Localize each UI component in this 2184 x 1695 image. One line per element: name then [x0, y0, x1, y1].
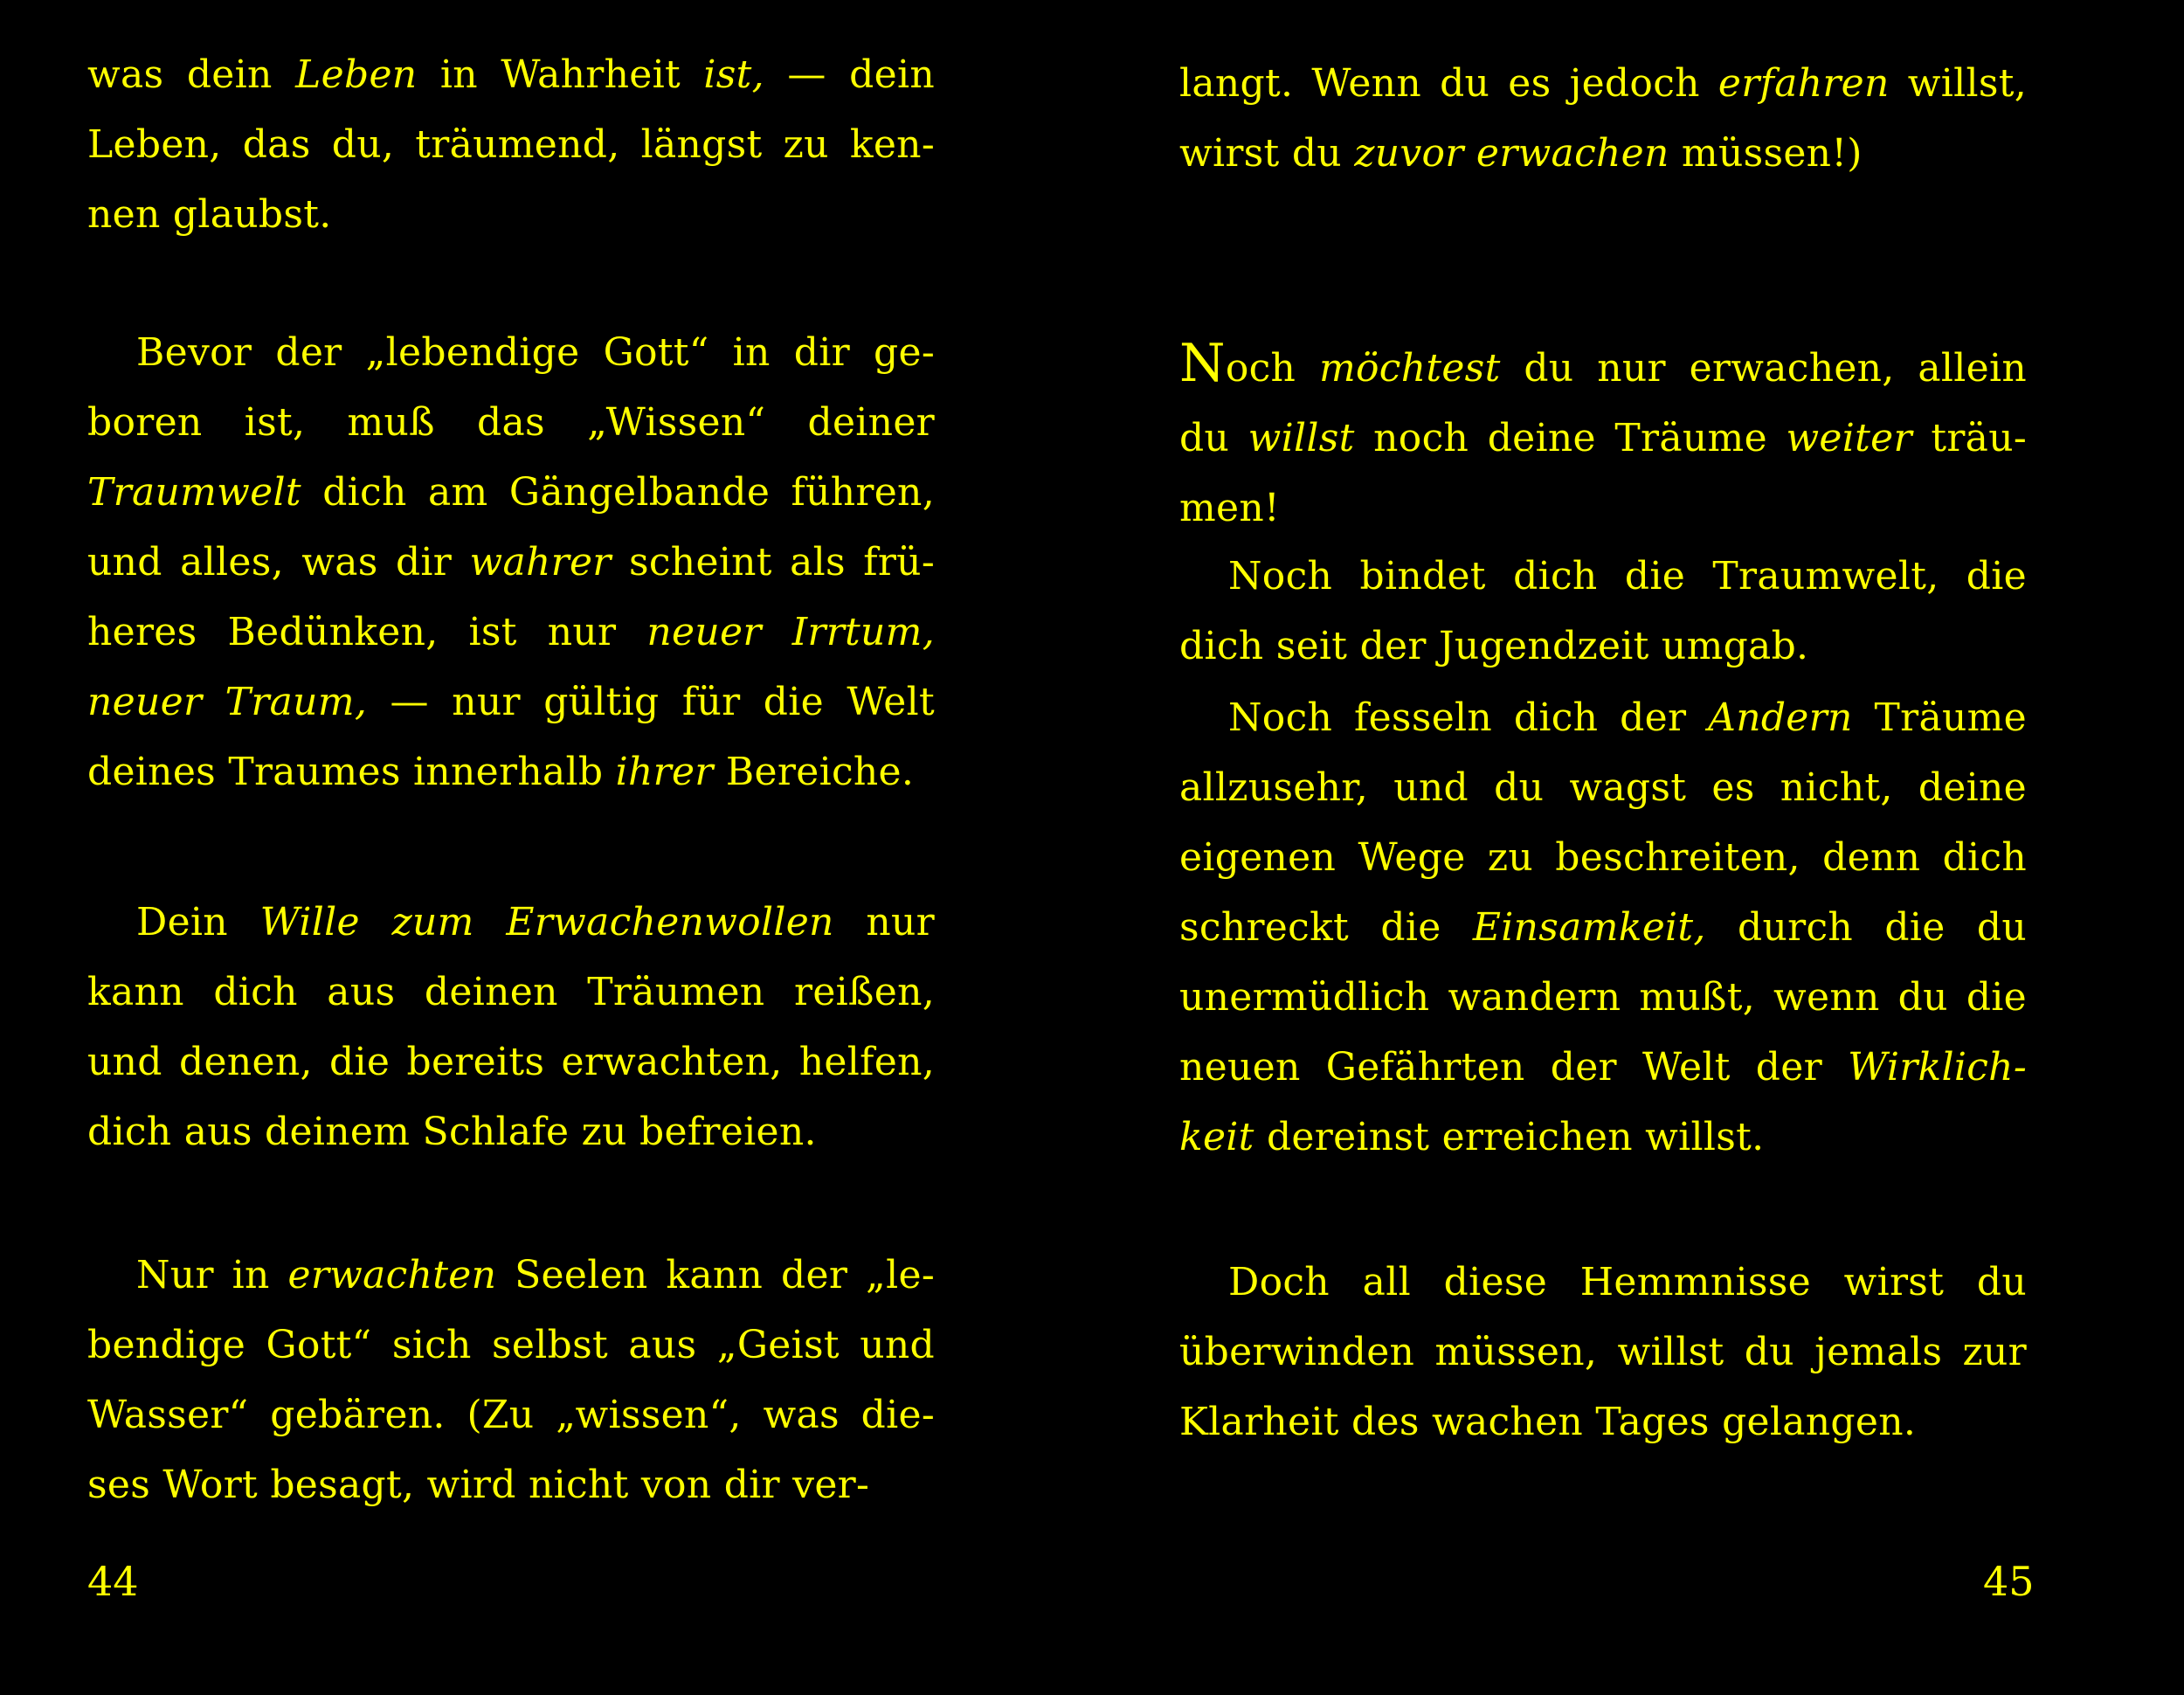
- text-run: schreckt die: [1179, 905, 1473, 950]
- text-line: [87, 318, 935, 388]
- text-run: Dein: [136, 900, 260, 944]
- text-line: [1179, 329, 2027, 404]
- italic-run: Traumwelt: [87, 470, 301, 515]
- italic-run: Wirklich-: [1848, 1045, 2027, 1090]
- text-run: Seelen kann der „le-: [496, 1253, 935, 1297]
- text-run: Leben, das du, träumend, längst zu ken-: [87, 122, 935, 167]
- text-line: [87, 1097, 935, 1167]
- text-run: was dein: [87, 52, 296, 97]
- text-line: [87, 110, 935, 180]
- italic-run: zuvor erwachen: [1354, 131, 1669, 176]
- paragraph: [1179, 683, 2027, 1173]
- text-line: [1179, 893, 2027, 963]
- paragraph: [1179, 329, 2027, 543]
- text-run: und alles, was dir: [87, 540, 470, 585]
- left-page: [87, 0, 952, 1695]
- text-line: [1179, 1318, 2027, 1387]
- text-run: müssen!): [1669, 131, 1863, 176]
- text-run: du: [1179, 416, 1248, 460]
- text-run: langt. Wenn du es jedoch: [1179, 61, 1718, 106]
- initial-letter: N: [1179, 333, 1226, 394]
- text-line: [1179, 542, 2027, 612]
- text-run: Doch all diese Hemmnisse wirst du: [1228, 1260, 2027, 1304]
- italic-run: ist,: [703, 52, 764, 97]
- page-number-left: 44: [87, 1558, 139, 1605]
- italic-run: Leben: [295, 52, 418, 97]
- text-run: dich am Gängelbande führen,: [301, 470, 935, 515]
- text-run: — dein: [764, 52, 935, 97]
- text-line: [87, 1311, 935, 1380]
- text-run: boren ist, muß das „Wissen“ deiner: [87, 400, 935, 445]
- text-line: [87, 1027, 935, 1097]
- text-run: — nur gültig für die Welt: [367, 680, 935, 724]
- paragraph: [1179, 542, 2027, 681]
- italic-run: möchtest: [1318, 346, 1501, 391]
- paragraph: [87, 40, 935, 250]
- paragraph: [1179, 49, 2027, 189]
- page-number-right: 45: [1983, 1558, 2035, 1605]
- text-line: [87, 388, 935, 458]
- text-line: [87, 40, 935, 110]
- text-line: [1179, 49, 2027, 119]
- text-run: dich aus deinem Schlafe zu befreien.: [87, 1110, 817, 1154]
- italic-run: erfahren: [1717, 61, 1890, 106]
- text-run: Noch fesseln dich der: [1228, 695, 1709, 740]
- paragraph: [87, 888, 935, 1167]
- text-run: Wasser“ gebären. (Zu „wissen“, was die-: [87, 1393, 935, 1437]
- text-line: [87, 1241, 935, 1311]
- text-line: [1179, 753, 2027, 823]
- text-run: kann dich aus deinen Träumen reißen,: [87, 970, 935, 1014]
- text-run: nen glaubst.: [87, 192, 332, 237]
- italic-run: Wille zum Erwachenwollen: [259, 900, 834, 944]
- italic-run: wahrer: [469, 540, 612, 585]
- text-run: willst,: [1889, 61, 2027, 106]
- text-run: wirst du: [1179, 131, 1355, 176]
- text-line: [1179, 823, 2027, 893]
- text-line: [87, 528, 935, 598]
- text-run: noch deine Träume: [1354, 416, 1787, 460]
- text-run: du nur erwachen, allein: [1500, 346, 2027, 391]
- text-line: [1179, 963, 2027, 1033]
- text-run: unermüdlich wandern mußt, wenn du die: [1179, 975, 2027, 1020]
- paragraph: [87, 1241, 935, 1520]
- text-run: Bereiche.: [713, 750, 915, 794]
- paragraph: [1179, 1248, 2027, 1457]
- text-run: ses Wort besagt, wird nicht von dir ver-: [87, 1463, 870, 1507]
- text-run: eigenen Wege zu beschreiten, denn dich: [1179, 835, 2027, 880]
- text-line: [1179, 1103, 2027, 1173]
- text-line: [1179, 404, 2027, 474]
- text-run: Noch bindet dich die Traumwelt, die: [1228, 554, 2027, 598]
- text-run: scheint als frü-: [611, 540, 935, 585]
- text-line: [87, 958, 935, 1027]
- text-run: durch die du: [1705, 905, 2027, 950]
- text-line: [1179, 612, 2027, 681]
- text-line: [1179, 1033, 2027, 1103]
- text-run: Nur in: [136, 1253, 288, 1297]
- paragraph: [87, 318, 935, 807]
- text-run: men!: [1179, 486, 1280, 530]
- text-run: nur: [833, 900, 935, 944]
- text-run: in Wahrheit: [417, 52, 704, 97]
- italic-run: keit: [1179, 1115, 1254, 1159]
- text-line: [1179, 683, 2027, 753]
- text-run: dereinst erreichen willst.: [1254, 1115, 1765, 1159]
- italic-run: Andern: [1708, 695, 1853, 740]
- text-line: [87, 598, 935, 668]
- text-run: allzusehr, und du wagst es nicht, deine: [1179, 765, 2027, 810]
- text-run: Bevor der „lebendige Gott“ in dir ge-: [136, 330, 935, 375]
- text-run: deines Traumes innerhalb: [87, 750, 616, 794]
- italic-run: neuer Traum,: [87, 680, 368, 724]
- text-line: [87, 458, 935, 528]
- italic-run: weiter: [1786, 416, 1912, 460]
- text-line: [1179, 1387, 2027, 1457]
- text-line: [1179, 119, 2027, 189]
- text-run: Träume: [1852, 695, 2027, 740]
- italic-run: neuer Irrtum,: [646, 610, 935, 654]
- text-run: und denen, die bereits erwachten, helfen,: [87, 1040, 935, 1084]
- text-line: [87, 737, 935, 807]
- text-run: och: [1225, 346, 1319, 391]
- text-line: [87, 668, 935, 737]
- italic-run: erwachten: [287, 1253, 497, 1297]
- text-run: träu-: [1911, 416, 2027, 460]
- text-run: Klarheit des wachen Tages gelangen.: [1179, 1400, 1917, 1444]
- text-line: [87, 180, 935, 250]
- right-page: [1179, 0, 2044, 1695]
- italic-run: Einsamkeit,: [1472, 905, 1706, 950]
- text-line: [1179, 1248, 2027, 1318]
- text-run: heres Bedünken, ist nur: [87, 610, 647, 654]
- italic-run: willst: [1248, 416, 1355, 460]
- text-line: [87, 888, 935, 958]
- text-run: überwinden müssen, willst du jemals zur: [1179, 1330, 2027, 1374]
- text-run: dich seit der Jugendzeit umgab.: [1179, 624, 1809, 668]
- italic-run: ihrer: [615, 750, 714, 794]
- text-line: [87, 1450, 935, 1520]
- text-line: [87, 1380, 935, 1450]
- text-line: [1179, 474, 2027, 543]
- text-run: neuen Gefährten der Welt der: [1179, 1045, 1849, 1090]
- text-run: bendige Gott“ sich selbst aus „Geist und: [87, 1323, 935, 1367]
